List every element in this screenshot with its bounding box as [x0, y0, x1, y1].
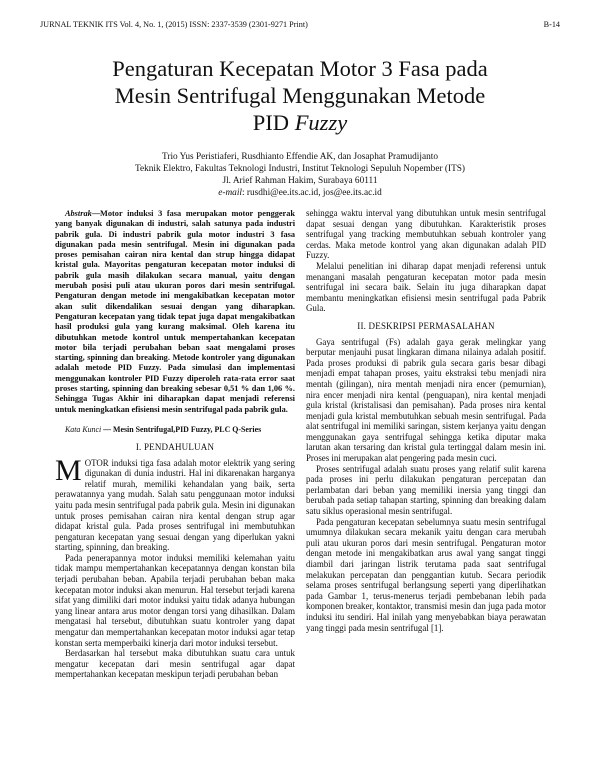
intro-paragraph-continued: sehingga waktu interval yang dibutuhkan untuk mesin sentrifugal dapat sesuai dengan yang dibutuhkan. Karakteristik proses sentrifugal yang tracking membutuhkan sebuah kontroler yang cerdas. Maka metode kontrol yang akan digunakan adalah PID Fuzzy. [306, 208, 546, 261]
running-header [40, 20, 560, 32]
right-column [306, 208, 546, 633]
author-email [40, 187, 560, 199]
drop-cap: M [55, 453, 82, 487]
keywords [55, 425, 295, 435]
left-column [55, 209, 295, 680]
title-line-1: Pengaturan Kecepatan Motor 3 Fasa pada [112, 56, 488, 81]
author-address: Jl. Arief Rahman Hakim, Surabaya 60111 [222, 176, 378, 186]
title-line-3-italic: Fuzzy [294, 110, 348, 135]
problem-paragraph-1: Gaya sentrifugal (Fs) adalah gaya gerak melingkar yang berputar menjauhi pusat lingkaran dimana nilainya adalah positif. Pada proses produksi di pabrik gula secara garis besar dibagi menjadi empat tahapan proses, yaitu ekstraksi tebu menjadi nira mentah (gilingan), nira mentah menjadi nira encer (pemurnian), nira encer menjadi nira kental (penguapan), nira kental menjadi gula kristal (kristalisasi dan pemisahan). Pada proses nira kental menjadi gula kristal membutuhkan sebuah mesin sentrifugal. Pada alat sentrifugal ini memiliki saringan, sistem kerjanya yaitu dengan menggunakan gaya sentrifugal sehingga ketika diputar maka larutan akan tersaring dan kristal gula tertinggal dalam mesin ini. Proses ini merupakan alat pengering pada mesin cuci. [306, 336, 546, 464]
email-label: e-mail [218, 188, 242, 198]
keywords-label: Kata Kunci [65, 424, 102, 434]
abstract-label: Abstrak [65, 209, 92, 218]
title-line-2: Mesin Sentrifugal Menggunakan Metode [114, 83, 486, 108]
title-line-3: PID [252, 110, 295, 135]
section-heading-problem: II. DESKRIPSI PERMASALAHAN [357, 320, 495, 331]
intro-paragraph-1-text: OTOR induksi tiga fasa adalah motor elektrik yang sering digunakan di dunia industri. Hal ini dikarenakan harganya relatif murah, memiliki kehandalan yang baik, serta perawatannya yang mudah. Salah satu penggunaan motor induksi yaitu pada mesin sentrifugal pada pabrik gula. Mesin ini digunakan untuk proses pemisahan cairan nira kental dengan strup agar didapat kristal gula. Pada proses sentrifugal ini membutuhkan pengaturan kecepatan yang sesuai dengan yang diperlukan yakni starting, spinning, dan breaking. [55, 457, 295, 553]
journal-citation: JURNAL TEKNIK ITS Vol. 4, No. 1, (2015) ISSN: 2337-3539 (2301-9271 Print) [40, 20, 308, 29]
author-affiliation: Teknik Elektro, Fakultas Teknologi Industri, Institut Teknologi Sepuluh Nopember (ITS) [134, 164, 466, 174]
abstract [55, 209, 295, 415]
author-block [40, 151, 560, 199]
abstract-text: —Motor induksi 3 fasa merupakan motor penggerak yang banyak digunakan di industri, salah satunya pada industri pabrik gula. Di industri pabrik gula motor industri 3 fasa digunakan pada mesin sentrifugal. Mesin ini digunakan pada proses pemisahan cairan nira kental dan strup hingga didapat kristal gula. Mayoritas pengaturan kecepatan motor induksi di pabrik gula masih dilakukan secara manual, yaitu dengan merubah posisi puli atau ukuran poros dari mesin sentrifugal. Pengaturan dengan metode ini mengakibatkan kecepatan motor akan sulit dikendalikan sesuai dengan yang diharapkan. Pengaturan kecepatan yang tidak tepat juga dapat mengakibatkan hasil produksi gula yang kurang maksimal. Oleh karena itu dibutuhkan metode kontrol untuk mempertahankan kecepatan motor bila terjadi perubahan beban saat mengalami proses starting, spinning dan breaking. Metode kontroler yang digunakan adalah metode PID Fuzzy. Pada simulasi dan implementasi menggunakan kontroler PID Fuzzy diperoleh rata-rata error saat proses starting, spinning dan breaking sebesar 0,51 % dan 1,06 %. Sehingga Tugas Akhir ini diharapkan dapat menjadi referensi untuk meningkatkan efisiensi mesin sentrifugal pada pabrik gula. [55, 209, 295, 414]
problem-paragraph-3: Pada pengaturan kecepatan sebelumnya suatu mesin sentrifugal umumnya dilakukan secara mekanik yaitu dengan cara merubah puli atau ukuran poros dari mesin sentrifugal. Pengaturan motor dengan metode ini mengakibatkan arus awal yang sangat tinggi diambil dari jaringan listrik terutama pada saat sentrifugal melakukan percepatan dan penggantian kutub. Secara periodik selama proses sentrifugal berlangsung seperti yang diperlihatkan pada Gambar 1, terus-menerus terjadi pembebanan lebih pada komponen breaker, kontaktor, transmisi mesin dan juga pada motor induksi itu sendiri. Hal inilah yang menyebabkan biaya perawatan yang tinggi pada mesin sentrifugal [1]. [306, 516, 546, 633]
intro-paragraph-research: Melalui penelitian ini diharap dapat menjadi referensi untuk menangani masalah pengaturan kecepatan motor pada mesin sentrifugal ini secara baik. Selain itu juga diharapkan dapat membantu meningkatkan efisiensi mesin sentrifugal pada Pabrik Gula. [306, 260, 546, 314]
keywords-text: — Mesin Sentrifugal,PID Fuzzy, PLC Q-Series [101, 424, 262, 434]
page-number: B-14 [543, 20, 560, 29]
author-names: Trio Yus Peristiaferi, Rusdhianto Effendie AK, dan Josaphat Pramudijanto [162, 152, 438, 162]
intro-paragraph-2: Pada penerapannya motor induksi memiliki kelemahan yaitu tidak mampu mempertahankan kecepatannya dengan konstan bila terjadi perubahan beban. Apabila terjadi perubahan beban maka kecepatan motor induksi akan menurun. Hal tersebut terjadi karena sifat yang dimiliki dari motor induksi yaitu tidak adanya hubungan yang linear antara arus motor dengan torsi yang dihasilkan. Dalam mengatasi hal tersebut, dibutuhkan suatu kontroler yang dapat mengatur dan mempertahankan kecepatan motor induksi agar tetap konstan serta memperbaiki kinerja dari motor induksi tersebut. [55, 552, 295, 648]
intro-paragraph-3: Berdasarkan hal tersebut maka dibutuhkan suatu cara untuk mengatur kecepatan dari mesin sentrifugal agar dapat mempertahankan kecepatan meskipun terjadi perubahan beban [55, 648, 295, 680]
email-addresses: : rusdhi@ee.its.ac.id, jos@ee.its.ac.id [242, 188, 382, 198]
intro-paragraph-1 [55, 453, 295, 553]
section-heading-introduction: I. PENDAHULUAN [135, 441, 215, 452]
problem-paragraph-2: Proses sentrifugal adalah suatu proses yang relatif sulit karena pada proses ini perlu dilakukan pengaturan percepatan dan perlambatan dari beban yang memiliki inersia yang tinggi dan berubah pada setiap tahapan starting, spinning dan breaking dalam satu siklus operasional mesin sentrifugal. [306, 463, 546, 517]
paper-title [40, 55, 560, 136]
